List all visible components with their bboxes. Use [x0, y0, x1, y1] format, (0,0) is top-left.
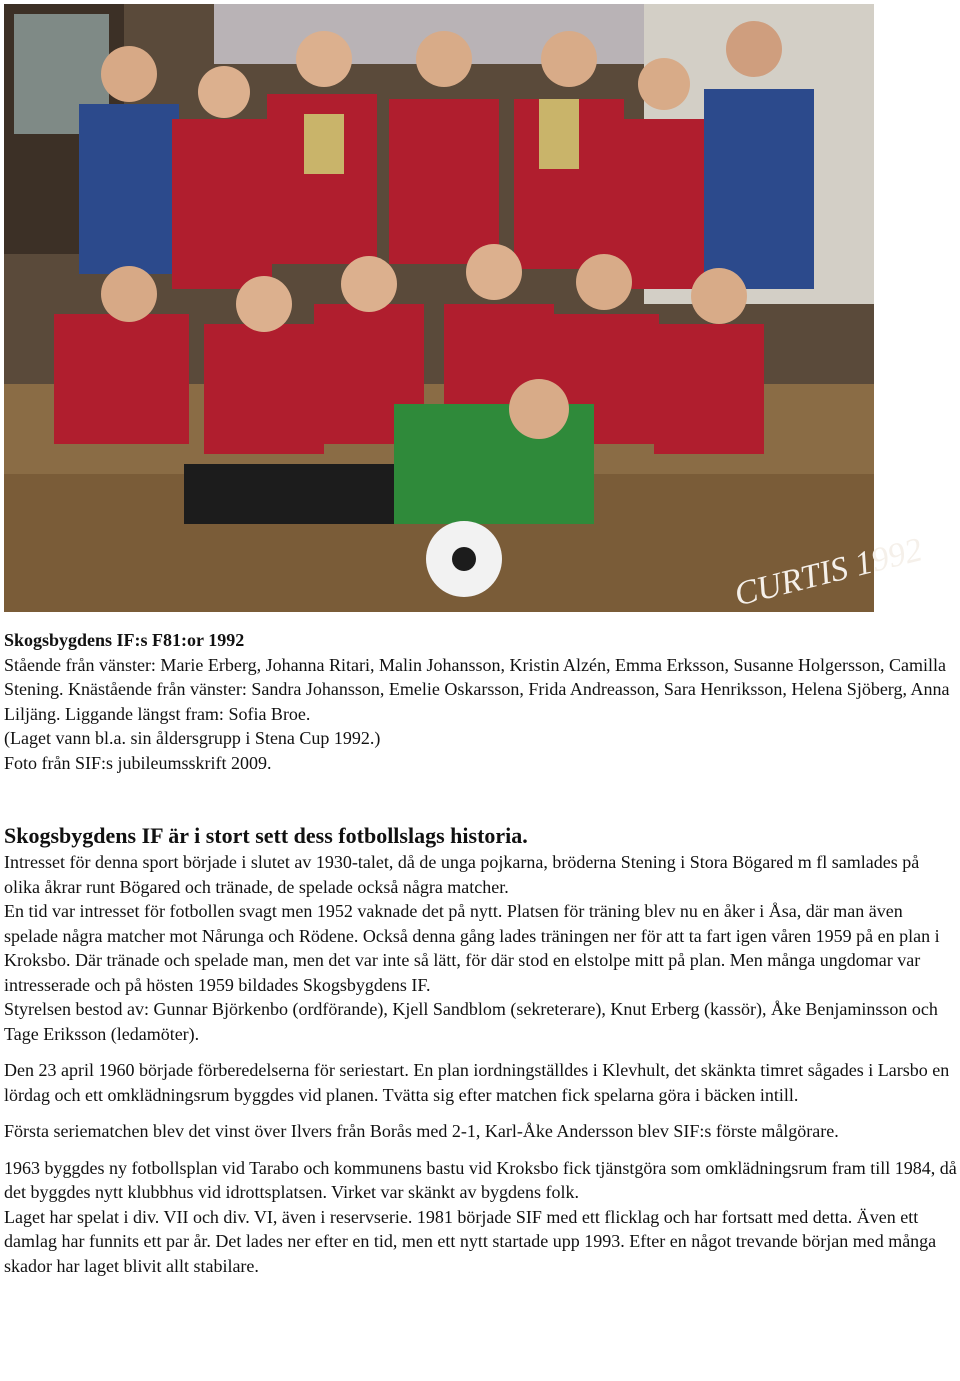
- caption-note: (Laget vann bl.a. sin åldersgrupp i Stena Cup 1992.): [4, 728, 381, 748]
- article-paragraph-4: Den 23 april 1960 började förberedelserna för seriestart. En plan iordningställdes i Klevhult, det skänkta timret sågades i Larsbo en lördag och ett omklädningsrum byggdes vid planen. Tvätta sig efter matchen fick spelarna göra i bäcken intill.: [4, 1060, 950, 1105]
- team-photo-illustration: [4, 4, 926, 614]
- team-photo: [4, 4, 926, 614]
- article: [4, 822, 958, 1278]
- article-paragraph-2: En tid var intresset för fotbollen svagt men 1952 vaknade det på nytt. Platsen för träning blev nu en åker i Åsa, där man även spelade några matcher mot Nårunga och Rödene. Också denna gång lades träningen ner för att ta fart igen våren 1959 på en plan i Kroksbo. Där tränade och spelade man, men det var inte så lätt, för där stod en elstolpe mitt på plan. Men många ungdomar var intresserade och på hösten 1959 bildades Skogsbygdens IF.: [4, 901, 940, 995]
- article-paragraph-3: Styrelsen bestod av: Gunnar Björkenbo (ordförande), Kjell Sandblom (sekreterare), Knut Erberg (kassör), Åke Benjaminsson och Tage Eriksson (ledamöter).: [4, 999, 938, 1044]
- caption-title: Skogsbygdens IF:s F81:or 1992: [4, 630, 245, 650]
- caption-source: Foto från SIF:s jubileumsskrift 2009.: [4, 752, 272, 773]
- article-paragraph-1: Intresset för denna sport började i slutet av 1930-talet, då de unga pojkarna, bröderna Stening i Stora Bögared m fl samlades på olika åkrar runt Bögared och tränade, de spelade också några matcher.: [4, 852, 920, 897]
- caption-names: Stående från vänster: Marie Erberg, Johanna Ritari, Malin Johansson, Kristin Alzén, Emma Erksson, Susanne Holgersson, Camilla Stening. Knästående från vänster: Sandra Johansson, Emelie Oskarsson, Frida Andreasson, Sara Henriksson, Helena Sjöberg, Anna Liljäng. Liggande längst fram: Sofia Broe.: [4, 654, 950, 724]
- article-paragraph-6: 1963 byggdes ny fotbollsplan vid Tarabo och kommunens bastu vid Kroksbo fick tjänstgöra som omklädningsrum fram till 1984, då det byggdes nytt klubbhus vid idrottsplatsen. Virket var skänkt av bygdens folk.: [4, 1157, 957, 1202]
- article-paragraph-5: Första seriematchen blev det vinst över Ilvers från Borås med 2-1, Karl-Åke Andersson blev SIF:s förste målgörare.: [4, 1121, 839, 1141]
- article-paragraph-7: Laget har spelat i div. VII och div. VI, även i reservserie. 1981 började SIF med ett flicklag och har fortsatt med detta. Även ett damlag har funnits ett par år. Det lades ner efter en tid, men ett nytt startade upp 1993. Efter en något trevande början med många skador har laget blivit allt stabilare.: [4, 1206, 937, 1276]
- article-heading: Skogsbygdens IF är i stort sett dess fotbollslags historia.: [4, 823, 528, 848]
- photo-signature: CURTIS 1992: [730, 531, 926, 614]
- photo-caption: [4, 628, 956, 775]
